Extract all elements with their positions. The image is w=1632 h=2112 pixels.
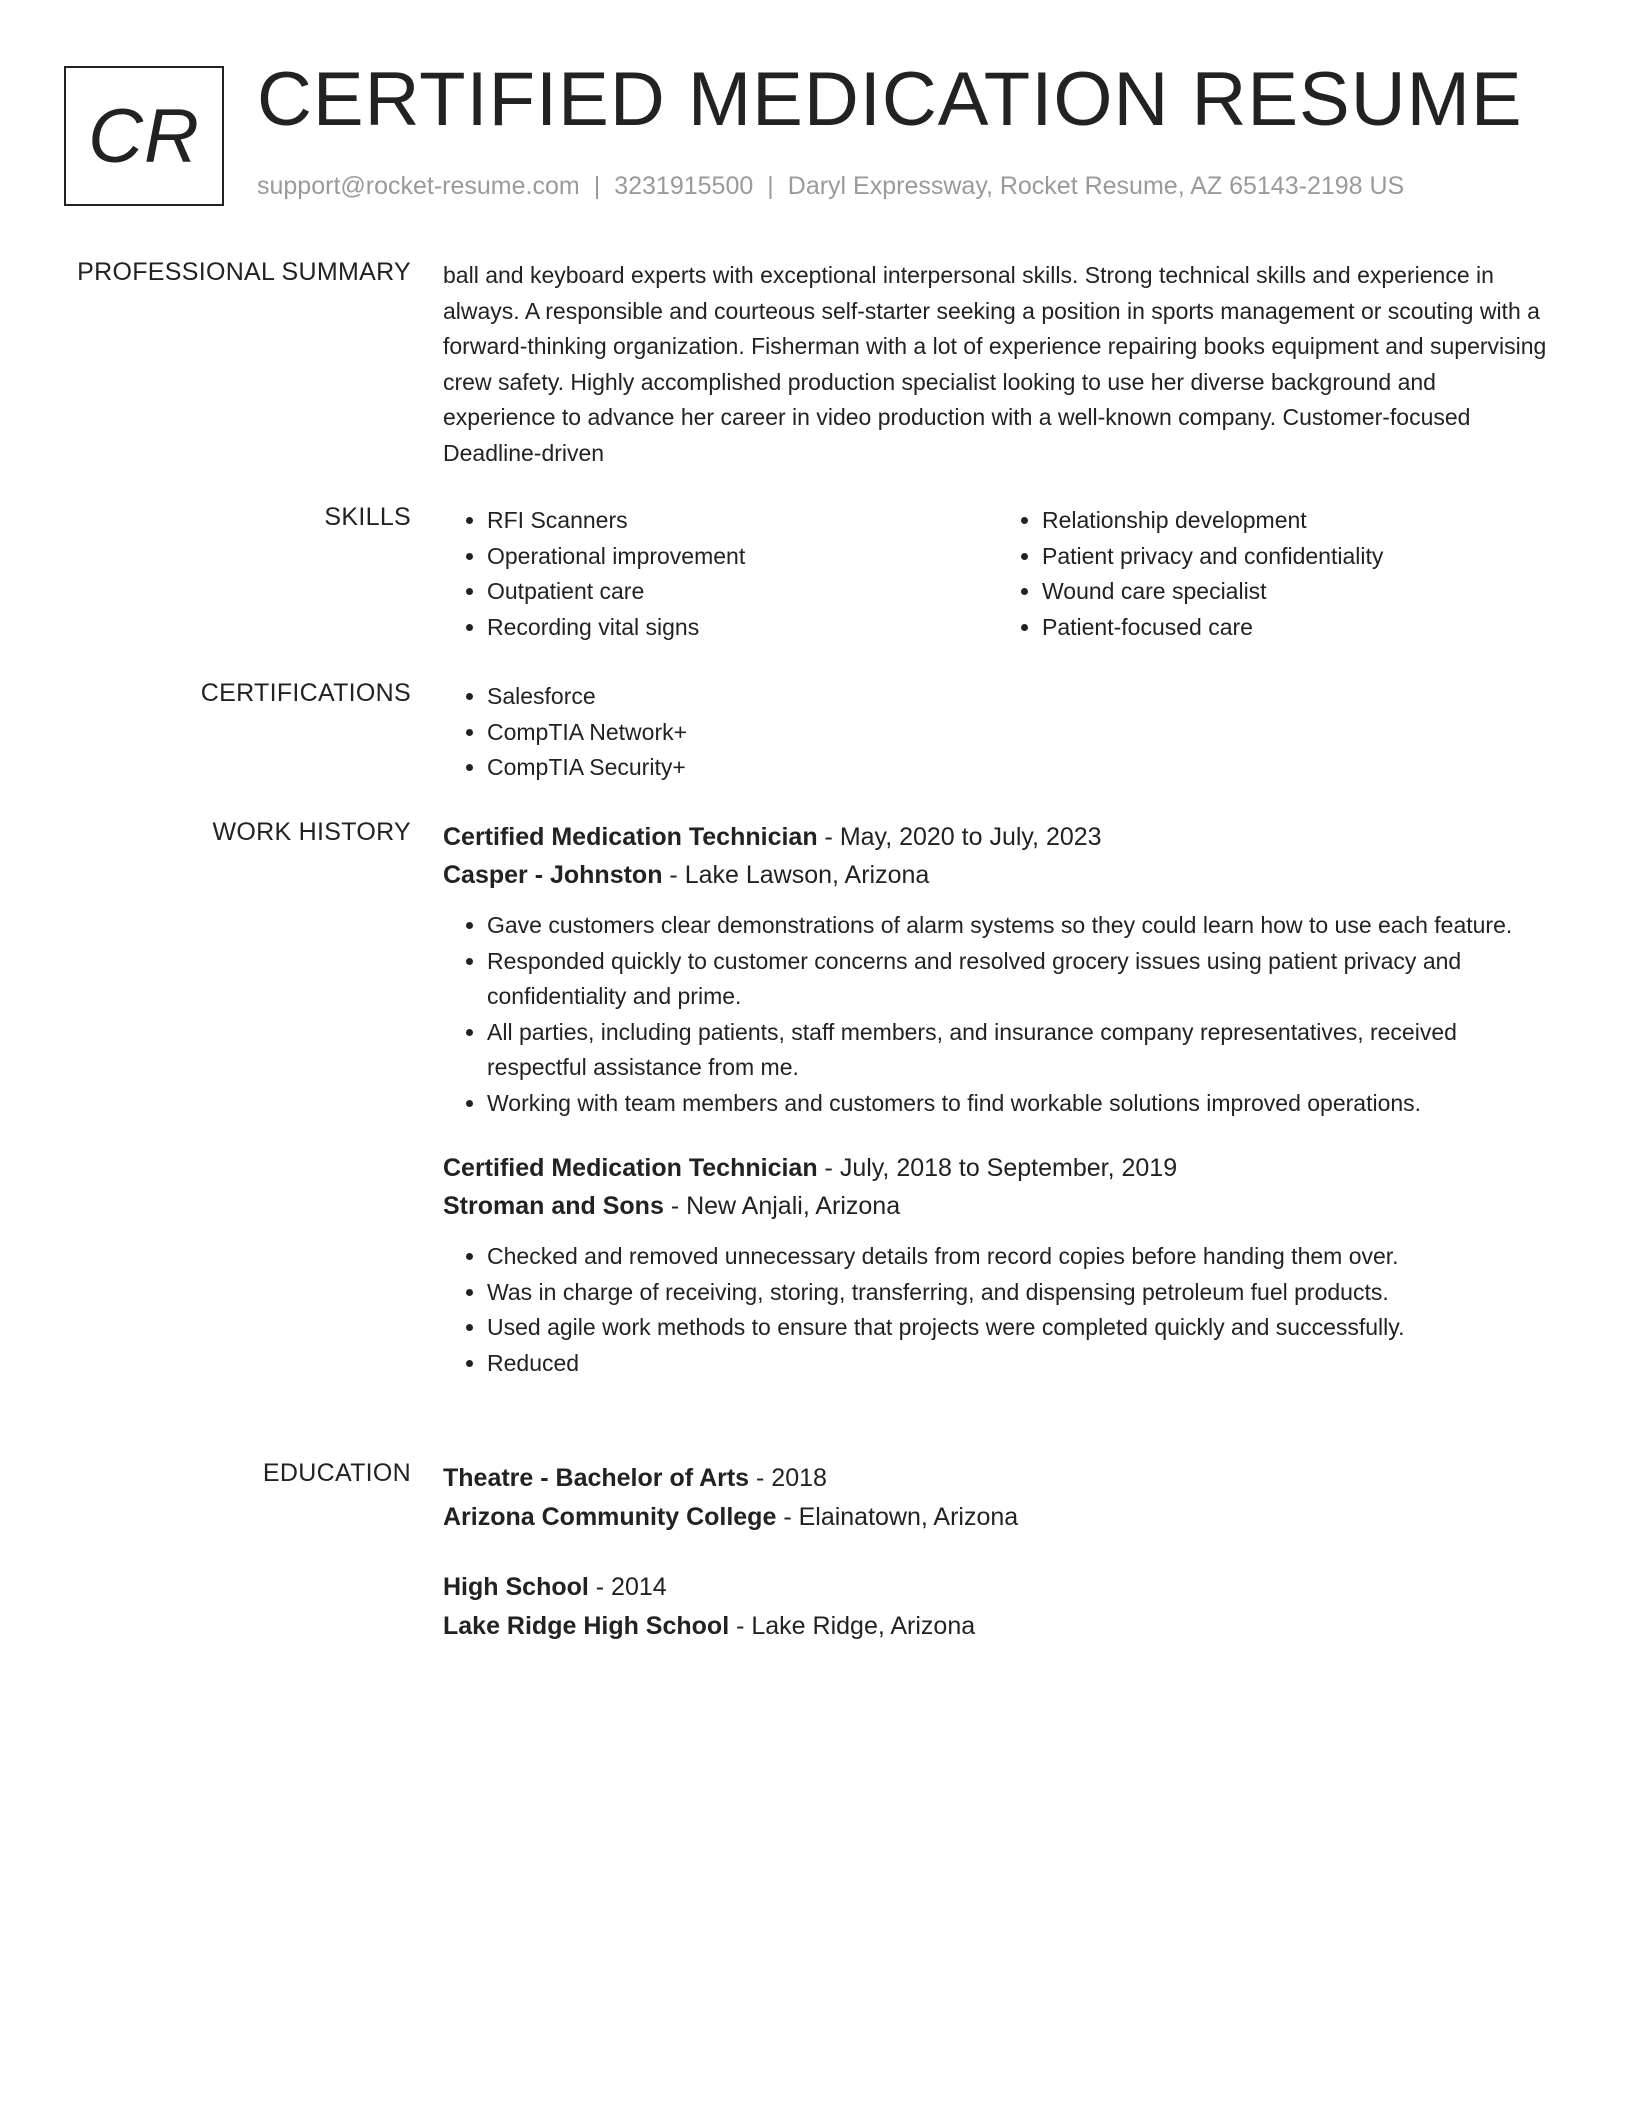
skills-list-left [443,503,998,645]
section-label-work-history: WORK HISTORY [212,818,411,846]
certifications-body [443,679,1553,786]
list-item: • CompTIA Network+ [487,715,1553,751]
list-item: • Wound care specialist [1042,574,1553,610]
contact-email[interactable]: support@rocket-resume.com [257,172,580,200]
certifications-list [443,679,1553,786]
education-degree-line [443,1568,1553,1607]
section-label-certifications: CERTIFICATIONS [200,679,411,707]
education-school-line [443,1498,1553,1537]
list-item: • Recording vital signs [487,610,998,646]
job-title: Certified Medication Technician [443,1154,818,1182]
contact-address: Daryl Expressway, Rocket Resume, AZ 65143-2198 US [787,172,1405,200]
list-item: • Relationship development [1042,503,1553,539]
education-degree: High School [443,1573,589,1601]
summary-text: ball and keyboard experts with exceptional interpersonal skills. Strong technical skills and experience in always. A responsible and courteous self-starter seeking a position in sports management or scouting with a forward-thinking organization. Fisherman with a lot of experience repairing books equipment and supervising crew safety. Highly accomplished production specialist looking to use her diverse background and experience to advance her career in video production with a well-known company. Customer-focused Deadline-driven [443,262,1547,466]
job-entry [443,818,1553,1121]
education-school: Lake Ridge High School [443,1612,730,1640]
contact-separator: | [767,172,774,200]
list-item: • CompTIA Security+ [487,750,1553,786]
list-item: • Gave customers clear demonstrations of alarm systems so they could learn how to use each feature. [487,908,1553,944]
summary-body [443,258,1553,471]
list-item: • Working with team members and customers to find workable solutions improved operations. [487,1086,1553,1122]
job-location: - New Anjali, Arizona [663,1192,901,1220]
education-school: Arizona Community College [443,1503,777,1531]
list-item: • Patient privacy and confidentiality [1042,539,1553,575]
skills-body [443,503,1553,645]
job-dates: - May, 2020 to July, 2023 [817,823,1102,851]
job-bullets [443,1239,1553,1381]
section-label-summary: PROFESSIONAL SUMMARY [77,258,411,286]
education-degree-line [443,1459,1553,1498]
education-entry [443,1568,1553,1646]
list-item: • Patient-focused care [1042,610,1553,646]
job-company-line [443,856,1553,894]
job-dates: - July, 2018 to September, 2019 [817,1154,1178,1182]
job-entry [443,1149,1553,1381]
education-school-line [443,1607,1553,1646]
job-company-line [443,1187,1553,1225]
job-bullets [443,908,1553,1121]
education-body [443,1459,1553,1646]
list-item: • Salesforce [487,679,1553,715]
contact-separator: | [593,172,601,200]
education-year: - 2018 [749,1464,827,1492]
contact-phone[interactable]: 3231915500 [614,172,754,200]
education-location: - Elainatown, Arizona [776,1503,1019,1531]
education-entry [443,1459,1553,1537]
resume-title: CERTIFIED MEDICATION RESUME [257,57,1523,142]
monogram-initials: CR [88,93,200,179]
list-item: • Outpatient care [487,574,998,610]
list-item: • Responded quickly to customer concerns and resolved grocery issues using patient privacy and confidentiality and prime. [487,944,1553,1015]
section-label-skills: SKILLS [324,503,411,531]
list-item: • All parties, including patients, staff members, and insurance company representatives, received respectful assistance from me. [487,1015,1553,1086]
list-item: • Operational improvement [487,539,998,575]
job-title-line [443,1149,1553,1187]
list-item: • Checked and removed unnecessary details from record copies before handing them over. [487,1239,1553,1275]
skills-columns [443,503,1553,645]
job-company: Stroman and Sons [443,1192,664,1220]
section-label-education: EDUCATION [262,1459,411,1487]
monogram-box [64,66,224,206]
job-company: Casper - Johnston [443,861,663,889]
job-location: - Lake Lawson, Arizona [662,861,930,889]
list-item: • Used agile work methods to ensure that projects were completed quickly and successfully. [487,1310,1553,1346]
education-location: - Lake Ridge, Arizona [729,1612,976,1640]
list-item: • RFI Scanners [487,503,998,539]
education-degree: Theatre - Bachelor of Arts [443,1464,750,1492]
skills-list-right [998,503,1553,645]
list-item: • Reduced [487,1346,1553,1382]
job-title-line [443,818,1553,856]
list-item: • Was in charge of receiving, storing, transferring, and dispensing petroleum fuel products. [487,1275,1553,1311]
work-history-body [443,818,1553,1381]
education-year: - 2014 [588,1573,667,1601]
contact-line [257,172,1404,201]
job-title: Certified Medication Technician [443,823,818,851]
